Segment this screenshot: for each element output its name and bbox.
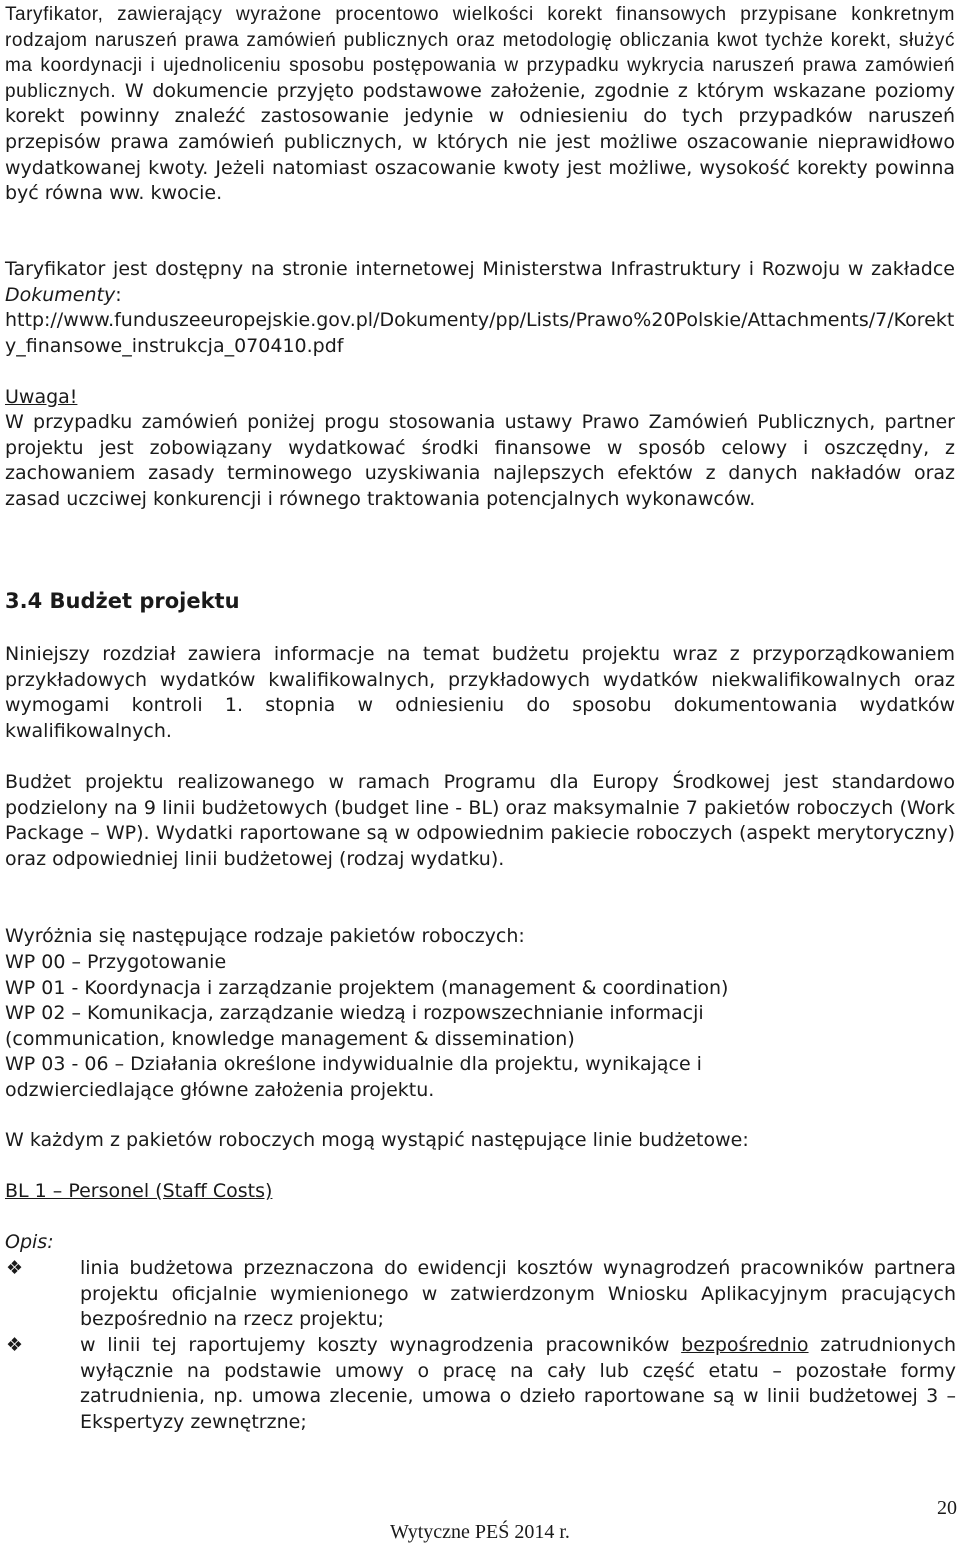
paragraph-taryfikator: [5, 2, 955, 207]
opis-label: Opis:: [5, 1231, 54, 1253]
bullet-text-end: zatrudnionych wyłącznie na podstawie umowy o pracę na cały lub część etatu – pozostałe formy zatrudnienia, np. umowa zlecenie, umowa o dzieło raportowane są w linii budżetowej 3 – Ekspertyzy zewnętrzne;: [80, 1334, 956, 1433]
list-item: odzwierciedlające główne założenia projektu.: [5, 1078, 435, 1101]
paragraph-below-threshold: W przypadku zamówień poniżej progu stosowania ustawy Prawo Zamówień Publicznych, partner projektu jest zobowiązany wydatkować środki finansowe w sposób celowy i oszczędny, z zachowaniem zasady terminowego uzyskiwania najlepszych efektów z danych nakładów oraz zasad uczciwej konkurencji i równego traktowania potencjalnych wykonawców.: [5, 411, 955, 510]
list-item: WP 03 - 06 – Działania określone indywidualnie dla projektu, wynikające i: [5, 1053, 702, 1076]
work-package-list: [5, 950, 728, 1104]
paragraph-chapter-intro: Niniejszy rozdział zawiera informacje na temat budżetu projektu wraz z przyporządkowaniem przykładowych wydatków kwalifikowalnych, przykładowych wydatków niekwalifikowalnych oraz wymogami kontroli 1. stopnia w odniesieniu do sposobu dokumentowania wydatków kwalifikowalnych.: [5, 643, 955, 742]
dokumenty-tab-label: Dokumenty: [5, 283, 116, 306]
bullet-text: linia budżetowa przeznaczona do ewidencji kosztów wynagrodzeń pracowników partnera projektu oficjalnie wymienionego w zatwierdzonym Wniosku Aplikacyjnym pracujących bezpośrednio na rzecz projektu;: [80, 1257, 956, 1331]
paragraph-budget-lines-intro: W każdym z pakietów roboczych mogą wystąpić następujące linie budżetowe:: [5, 1129, 749, 1151]
list-item: WP 00 – Przygotowanie: [5, 951, 227, 973]
bullet-text-emphasis: bezpośrednio: [681, 1334, 809, 1356]
footer-text: Wytyczne PEŚ 2014 r.: [390, 1521, 570, 1543]
diamond-bullet-icon: ❖: [6, 1334, 24, 1356]
list-item: WP 02 – Komunikacja, zarządzanie wiedzą i rozpowszechnianie informacji: [5, 1002, 704, 1025]
bullet-text-start: w linii tej raportujemy koszty wynagrodzenia pracowników: [80, 1334, 682, 1356]
uwaga-label: Uwaga!: [5, 386, 78, 408]
paragraph-taryfikator-intro: Taryfikator, zawierający wyrażone procentowo wielkości korekt finansowych przypisane konkretnym rodzajom naruszeń prawa zamówień publicznych oraz metodologię obliczania kwot tychże korekt, służyć ma koordynacji i ujednoliceniu sposobu postępowania w przypadku wykrycia naruszeń prawa zamówień publicznych.: [5, 4, 955, 102]
list-item: WP 01 - Koordynacja i zarządzanie projektem (management & coordination): [5, 976, 729, 999]
paragraph-taryfikator-end: Jeżeli natomiast oszacowanie kwoty jest możliwe, wysokość korekty powinna być równa ww. kwocie.: [5, 156, 956, 205]
availability-text: Taryfikator jest dostępny na stronie internetowej Ministerstwa Infrastruktury i Rozwoju w zakładce: [5, 258, 955, 280]
bullet-text: [80, 1333, 956, 1435]
paragraph-budget-structure: Budżet projektu realizowanego w ramach Programu dla Europy Środkowej jest standardowo podzielony na 9 linii budżetowych (budget line - BL) oraz maksymalnie 7 pakietów roboczych (Work Package – WP). Wydatki raportowane są w odpowiednim pakiecie roboczych (aspekt merytoryczny) oraz odpowiedniej linii budżetowej (rodzaj wydatku).: [5, 771, 955, 870]
paragraph-wp-intro: Wyróżnia się następujące rodzaje pakietów roboczych:: [5, 925, 525, 947]
list-item: (communication, knowledge management & dissemination): [5, 1027, 575, 1050]
diamond-bullet-icon: ❖: [6, 1257, 24, 1279]
paragraph-availability: [5, 257, 955, 359]
budget-line-heading: BL 1 – Personel (Staff Costs): [5, 1180, 273, 1202]
page-number: 20: [937, 1497, 957, 1519]
paragraph-taryfikator-body: W dokumencie przyjęto podstawowe założenie, zgodnie z którym wskazane poziomy korekt powinny znaleźć zastosowanie jedynie w odniesieniu do tych przypadków naruszeń przepisów prawa zamówień publicznych, w których nie jest możliwe oszacowanie nieprawidłowo wydatkowanej kwoty.: [5, 79, 955, 179]
availability-colon: :: [115, 283, 122, 306]
section-heading: 3.4 Budżet projektu: [5, 589, 240, 613]
taryfikator-url[interactable]: http://www.funduszeeuropejskie.gov.pl/Dokumenty/pp/Lists/Prawo%20Polskie/Attachments/7/Korekty_finansowe_instrukcja_070410.pdf: [5, 309, 955, 357]
